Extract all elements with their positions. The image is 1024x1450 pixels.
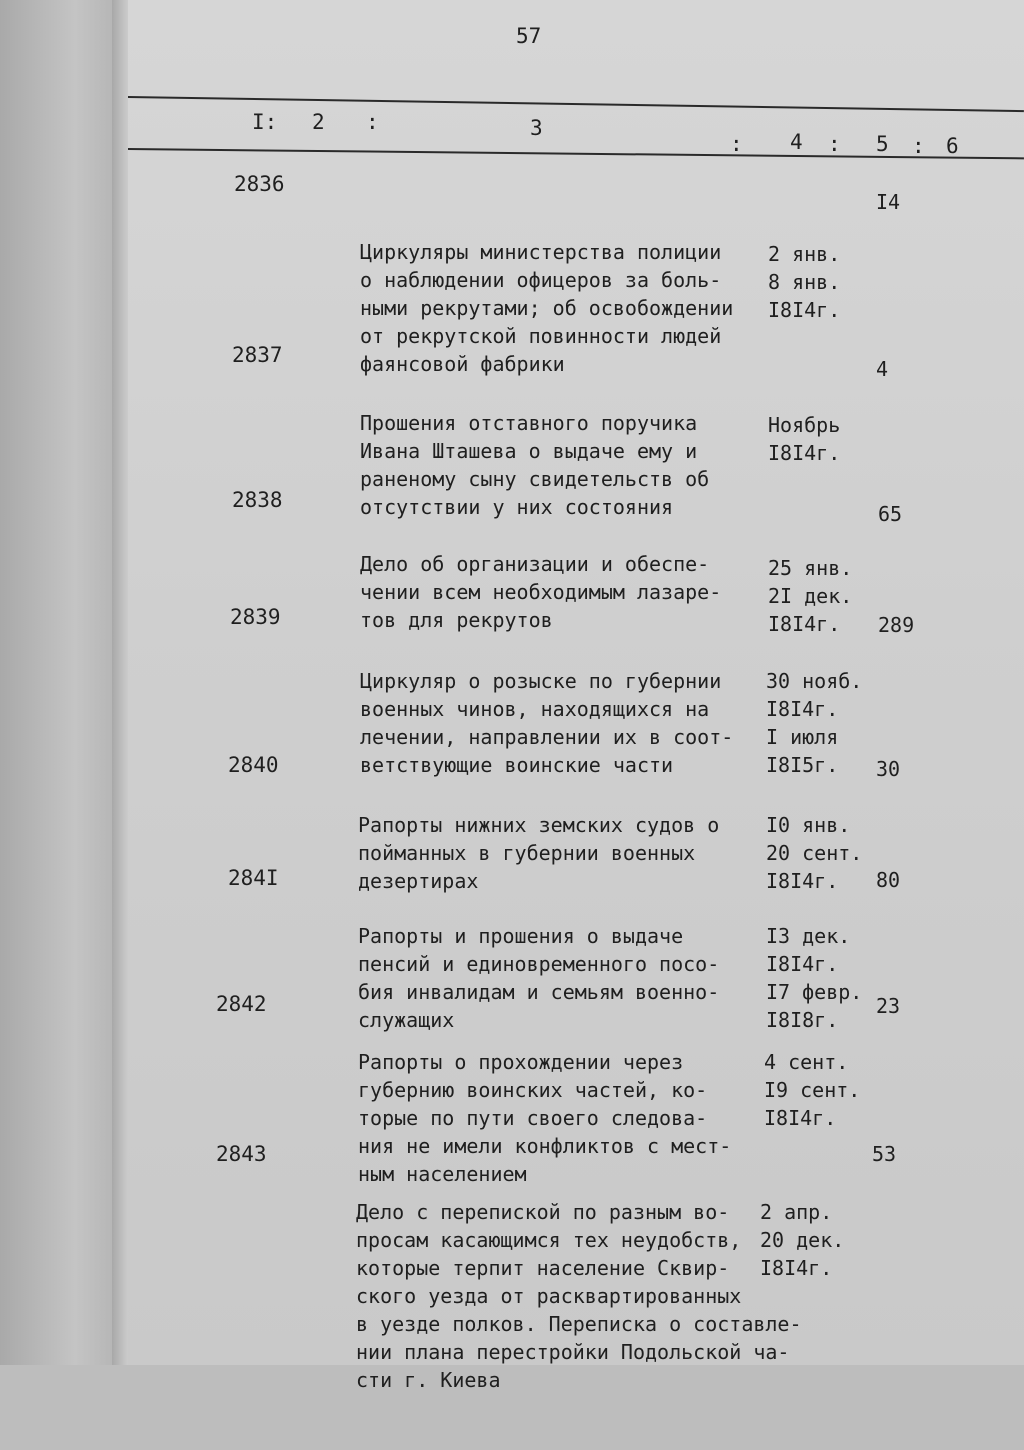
record-number: 2842: [216, 992, 267, 1016]
text-line: I8I4г.: [766, 952, 839, 976]
text-line: I8I4г.: [768, 441, 841, 465]
text-line: Дело с перепиской по разным во-: [356, 1200, 730, 1224]
text-line: Рапорты о прохождении через: [358, 1050, 684, 1074]
text-line: военных чинов, находящихся на: [360, 697, 710, 721]
text-line: I8I5г.: [766, 753, 839, 777]
text-line: 2I дек.: [768, 584, 853, 608]
record-number: 2840: [228, 753, 279, 777]
column-header-1: I:: [252, 110, 278, 134]
record-number: 2836: [234, 172, 285, 196]
page-number: 57: [516, 24, 542, 48]
facing-page: [0, 0, 125, 1365]
column-header-2: 2: [312, 110, 325, 134]
text-line: лечении, направлении их в соот-: [360, 725, 734, 749]
text-line: дезертирах: [358, 869, 479, 893]
text-line: Рапорты и прошения о выдаче: [358, 924, 684, 948]
column-header-4: 4: [790, 130, 803, 154]
record-sheets: 30: [876, 757, 901, 781]
text-line: Циркуляры министерства полиции: [360, 240, 722, 264]
text-line: ветствующие воинские части: [360, 753, 674, 777]
text-line: от рекрутской повинности людей: [360, 324, 722, 348]
text-line: Рапорты нижних земских судов о: [358, 813, 720, 837]
text-line: раненому сыну свидетельств об: [360, 467, 710, 491]
text-line: I8I4г.: [766, 697, 839, 721]
record-dates: [760, 1142, 844, 1338]
text-line: нии плана перестройки Подольской ча-: [356, 1340, 790, 1364]
text-line: I июля: [766, 725, 839, 749]
record-sheets: I4: [876, 190, 901, 214]
text-line: отсутствии у них состояния: [360, 495, 674, 519]
text-line: 2 апр.: [760, 1200, 833, 1224]
text-line: 30 нояб.: [766, 669, 863, 693]
column-separator: :: [828, 132, 841, 156]
text-line: ными рекрутами; об освобождении: [360, 296, 734, 320]
record-number: 2837: [232, 343, 283, 367]
column-header-5: 5: [876, 132, 889, 156]
record-number: 2839: [230, 605, 281, 629]
text-line: 4 сент.: [764, 1050, 849, 1074]
text-line: ным населением: [358, 1162, 527, 1186]
text-line: I8I8г.: [766, 1008, 839, 1032]
text-line: 25 янв.: [768, 556, 853, 580]
text-line: служащих: [358, 1008, 455, 1032]
text-line: I7 февр.: [766, 980, 863, 1004]
text-line: торые по пути своего следова-: [358, 1106, 708, 1130]
column-header-6: 6: [946, 134, 959, 158]
column-separator: :: [912, 134, 925, 158]
text-line: Ивана Шташева о выдаче ему и: [360, 439, 698, 463]
text-line: Прошения отставного поручика: [360, 411, 698, 435]
text-line: I8I4г.: [766, 869, 839, 893]
record-sheets: 53: [872, 1142, 897, 1166]
text-line: бия инвалидам и семьям военно-: [358, 980, 720, 1004]
record-number: 2843: [216, 1142, 267, 1166]
text-line: в уезде полков. Переписка о составле-: [356, 1312, 802, 1336]
record-sheets: 80: [876, 868, 901, 892]
text-line: Ноябрь: [768, 413, 841, 437]
text-line: I3 дек.: [766, 924, 851, 948]
text-line: о наблюдении офицеров за боль-: [360, 268, 722, 292]
record-sheets: 4: [876, 357, 889, 381]
text-line: I8I4г.: [760, 1256, 833, 1280]
text-line: 2 янв.: [768, 242, 841, 266]
text-line: 20 дек.: [760, 1228, 845, 1252]
text-line: которые терпит население Сквир-: [356, 1256, 730, 1280]
record-dates: [768, 184, 840, 380]
column-header-3: 3: [530, 116, 543, 140]
text-line: ского уезда от расквартированных: [356, 1284, 742, 1308]
text-line: I8I4г.: [768, 612, 841, 636]
text-line: пойманных в губернии военных: [358, 841, 696, 865]
document-page: [128, 0, 1024, 1392]
text-line: чении всем необходимым лазаре-: [360, 580, 722, 604]
text-line: I8I4г.: [768, 298, 841, 322]
record-number: 2838: [232, 488, 283, 512]
column-separator: :: [730, 132, 743, 156]
record-description: [356, 1142, 802, 1450]
text-line: 8 янв.: [768, 270, 841, 294]
text-line: ния не имели конфликтов с мест-: [358, 1134, 732, 1158]
text-line: I0 янв.: [766, 813, 851, 837]
text-line: 20 сент.: [766, 841, 863, 865]
record-sheets: 23: [876, 994, 901, 1018]
column-separator: :: [366, 110, 379, 134]
text-line: губернию воинских частей, ко-: [358, 1078, 708, 1102]
record-sheets: 65: [878, 502, 903, 526]
record-number: 284I: [228, 866, 279, 890]
text-line: I9 сент.: [764, 1078, 861, 1102]
text-line: I8I4г.: [764, 1106, 837, 1130]
text-line: фаянсовой фабрики: [360, 352, 565, 376]
text-line: тов для рекрутов: [360, 608, 553, 632]
text-line: Дело об организации и обеспе-: [360, 552, 710, 576]
header-bottom-rule: [128, 148, 1024, 159]
text-line: Циркуляр о розыске по губернии: [360, 669, 722, 693]
record-sheets: 289: [878, 613, 915, 637]
text-line: просам касающимся тех неудобств,: [356, 1228, 742, 1252]
text-line: сти г. Киева: [356, 1368, 501, 1392]
text-line: пенсий и единовременного посо-: [358, 952, 720, 976]
